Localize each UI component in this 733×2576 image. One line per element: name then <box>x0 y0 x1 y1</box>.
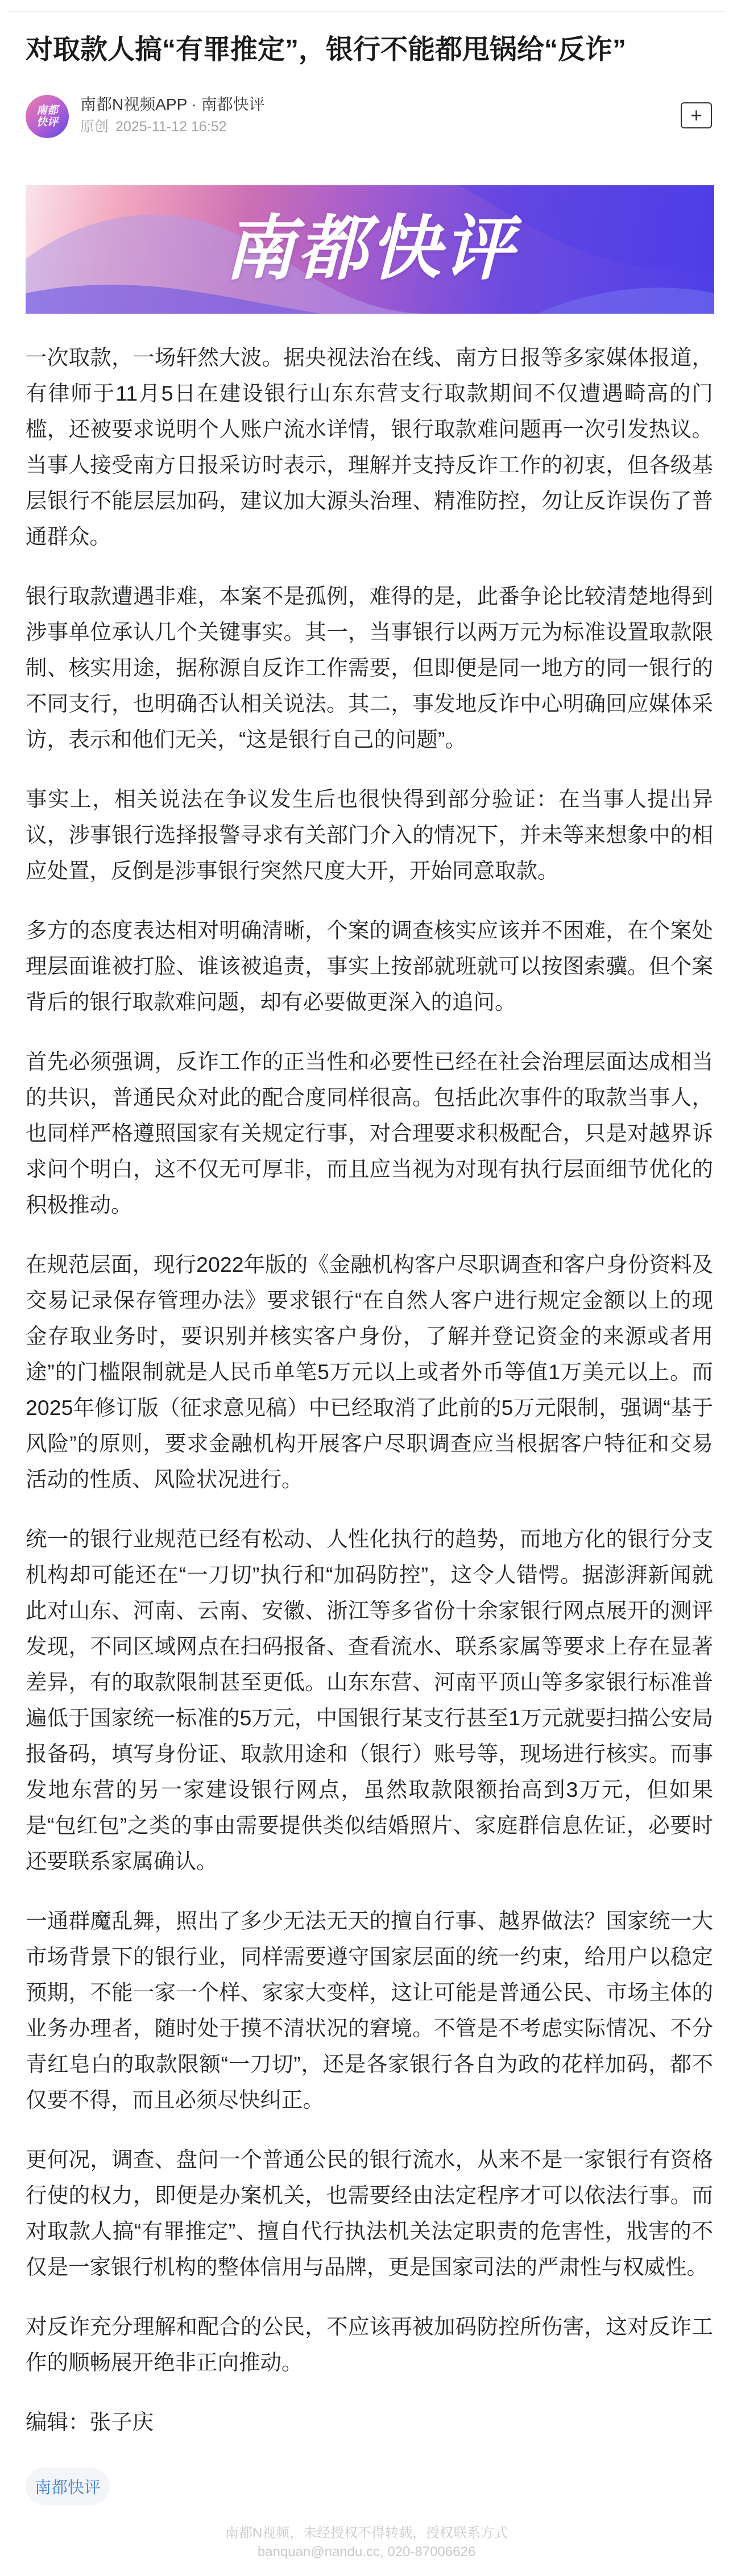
article-meta <box>80 118 227 136</box>
article-title: 对取款人搞“有罪推定”，银行不能都甩锅给“反诈” <box>26 35 627 65</box>
paragraph: 更何况，调查、盘问一个普通公民的银行流水，从来不是一家银行有资格行使的权力，即便是办案机关，也需要经由法定程序才可以依法行事。而对取款人搞“有罪推定”、擅自代行执法机关法定职责的危害性，戕害的不仅是一家银行机构的整体信用与品牌，更是国家司法的严肃性与权威性。 <box>26 2148 713 2279</box>
paragraph: 事实上，相关说法在争议发生后也很快得到部分验证：在当事人提出异议，涉事银行选择报警寻求有关部门介入的情况下，并未等来想象中的相应处置，反倒是涉事银行突然尺度大开，开始同意取款。 <box>26 787 713 883</box>
article-body <box>26 340 713 2440</box>
source-name[interactable]: 南都N视频APP · 南都快评 <box>80 95 265 113</box>
copyright-footer <box>0 2524 733 2561</box>
paragraph: 首先必须强调，反诈工作的正当性和必要性已经在社会治理层面达成相当的共识，普通民众对此的配合度同样很高。包括此次事件的取款当事人，也同样严格遵照国家有关规定行事，对合理要求积极配合，只是对越界诉求问个明白，这不仅无可厚非，而且应当视为对现有执行层面细节优化的积极推动。 <box>26 1050 713 1217</box>
paragraph: 在规范层面，现行2022年版的《金融机构客户尽职调查和客户身份资料及交易记录保存管理办法》要求银行“在自然人客户进行规定金额以上的现金存取业务时，要识别并核实客户身份，了解并登记资金的来源或者用途”的门槛限制就是人民币单笔5万元以上或者外币等值1万美元以上。而2025年修订版（征求意见稿）中已经取消了此前的5万元限制，强调“基于风险”的原则，要求金融机构开展客户尽职调查应当根据客户特征和交易活动的性质、风险状况进行。 <box>26 1252 713 1491</box>
plus-icon: + <box>690 103 703 127</box>
avatar-logo: 南都 快评 <box>36 105 58 128</box>
paragraph: 多方的态度表达相对明确清晰，个案的调查核实应该并不困难，在个案处理层面谁被打脸、谁该被追责，事实上按部就班就可以按图索骥。但个案背后的银行取款难问题，却有必要做更深入的追问。 <box>26 918 713 1014</box>
column-banner <box>26 185 714 314</box>
copyright-contact: banquan@nandu.cc, 020-87006626 <box>257 2544 476 2560</box>
original-label: 原创 <box>80 119 109 135</box>
source-avatar[interactable] <box>26 95 69 138</box>
top-divider <box>7 11 726 12</box>
paragraph: 统一的银行业规范已经有松动、人性化执行的趋势，而地方化的银行分支机构却可能还在“一刀切”执行和“加码防控”，这令人错愕。据澎湃新闻就此对山东、河南、云南、安徽、浙江等多省份十余家银行网点展开的测评发现，不同区域网点在扫码报备、查看流水、联系家属等要求上存在显著差异，有的取款限制甚至更低。山东东营、河南平顶山等多家银行标准普遍低于国家统一标准的5万元，中国银行某支行甚至1万元就要扫描公安局报备码，填写身份证、取款用途和（银行）账号等，现场进行核实。而事发地东营的另一家建设银行网点，虽然取款限额抬高到3万元，但如果是“包红包”之类的事由需要提供类似结婚照片、家庭群信息佐证，必要时还要联系家属确认。 <box>26 1527 713 1873</box>
paragraph: 一次取款，一场轩然大波。据央视法治在线、南方日报等多家媒体报道，有律师于11月5日在建设银行山东东营支行取款期间不仅遭遇畸高的门槛，还被要求说明个人账户流水详情，银行取款难问题再一次引发热议。当事人接受南方日报采访时表示，理解并支持反诈工作的初衷，但各级基层银行不能层层加码，建议加大源头治理、精准防控，勿让反诈误伤了普通群众。 <box>26 346 713 548</box>
paragraph: 对反诈充分理解和配合的公民，不应该再被加码防控所伤害，这对反诈工作的顺畅展开绝非正向推动。 <box>26 2315 713 2374</box>
topic-tag[interactable]: 南都快评 <box>26 2467 110 2505</box>
paragraph: 一通群魔乱舞，照出了多少无法无天的擅自行事、越界做法？国家统一大市场背景下的银行业，同样需要遵守国家层面的统一约束，给用户以稳定预期，不能一家一个样、家家大变样，这让可能是普通公民、市场主体的业务办理者，随时处于摸不清状况的窘境。不管是不考虑实际情况、不分青红皂白的取款限额“一刀切”，还是各家银行各自为政的花样加码，都不仅要不得，而且必须尽快纠正。 <box>26 1909 713 2112</box>
paragraph: 银行取款遭遇非难，本案不是孤例，难得的是，此番争论比较清楚地得到涉事单位承认几个关键事实。其一，当事银行以两万元为标准设置取款限制、核实用途，据称源自反诈工作需要，但即便是同一地方的同一银行的不同支行，也明确否认相关说法。其二，事发地反诈中心明确回应媒体采访，表示和他们无关，“这是银行自己的问题”。 <box>26 584 713 751</box>
copyright-notice: 南都N视频，未经授权不得转载，授权联系方式 <box>225 2525 508 2541</box>
editor-credit: 编辑：张子庆 <box>26 2410 154 2434</box>
banner-logo: 南都快评 <box>224 210 516 288</box>
follow-button[interactable] <box>681 102 712 128</box>
publish-time: 2025-11-12 16:52 <box>115 119 227 135</box>
